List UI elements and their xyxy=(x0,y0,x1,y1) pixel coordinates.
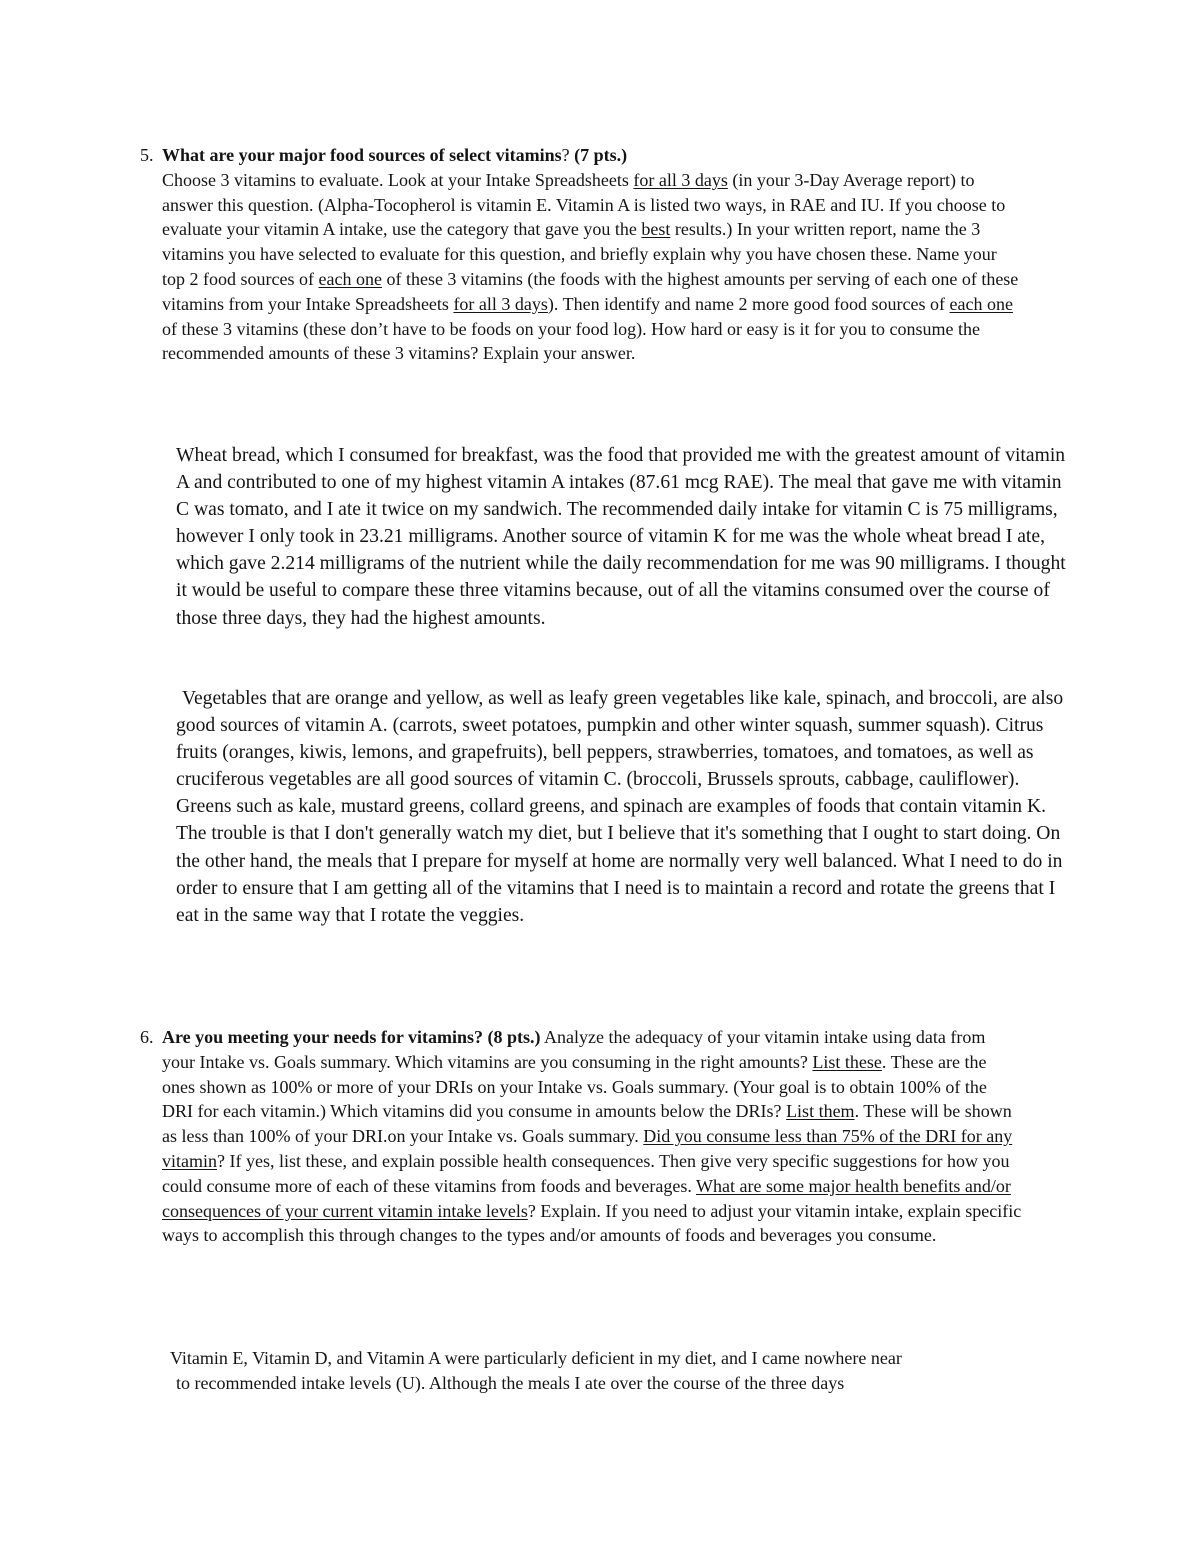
question-6-title: Are you meeting your needs for vitamins? (8 pts.) xyxy=(162,1027,541,1047)
answer-5-paragraph-2: Vegetables that are orange and yellow, as well as leafy green vegetables like kale, spinach, and broccoli, are also good sources of vitamin A. (carrots, sweet potatoes, pumpkin and other winter squash, summer squash). Citrus fruits (oranges, kiwis, lemons, and grapefruits), bell peppers, strawberries, tomatoes, and tomatoes, as well as cruciferous vegetables are all good sources of vitamin C. (broccoli, Brussels sprouts, cabbage, cauliflower). Greens such as kale, mustard greens, collard greens, and spinach are examples of foods that contain vitamin K. The trouble is that I don't generally watch my diet, but I believe that it's something that I ought to start doing. On the other hand, the meals that I prepare for myself at home are normally very well balanced. What I need to do in order to ensure that I am getting all of the vitamins that I need is to maintain a record and rotate the greens that I eat in the same way that I rotate the veggies. xyxy=(176,688,1064,926)
answer-6-paragraph-1 xyxy=(170,1346,1070,1396)
question-5-points: (7 pts.) xyxy=(574,145,628,165)
question-5-text: What are your major food sources of select vitamins? (7 pts.) Choose 3 vitamins to evaluate. Look at your Intake Spreadsheets for all 3 days (in your 3-Day Average report) to answer this question. (Alpha-Tocopherol is vitamin E. Vitamin A is listed two ways, in RAE and IU. If you choose to evaluate your vitamin A intake, use the category that gave you the best results.) In your written report, name the 3 vitamins you have selected to evaluate for this question, and briefly explain why you have chosen these. Name your top 2 food sources of each one of these 3 vitamins (the foods with the highest amounts per serving of each one of these vitamins from your Intake Spreadsheets for all 3 days). Then identify and name 2 more good food sources of each one of these 3 vitamins (these don’t have to be foods on your food log). How hard or easy is it for you to consume the recommended amounts of these 3 vitamins? Explain your answer. xyxy=(162,145,1019,364)
question-6-text: Are you meeting your needs for vitamins? (8 pts.) Analyze the adequacy of your vitamin intake using data from your Intake vs. Goals summary. Which vitamins are you consuming in the right amounts? List these. These are the ones shown as 100% or more of your DRIs on your Intake vs. Goals summary. (Your goal is to obtain 100% of the DRI for each vitamin.) Which vitamins did you consume in amounts below the DRIs? List them. These will be shown as less than 100% of your DRI.on your Intake vs. Goals summary. Did you consume less than 75% of the DRI for any vitamin? If yes, list these, and explain possible health consequences. Then give very specific suggestions for how you could consume more of each of these vitamins from foods and beverages. What are some major health benefits and/or consequences of your current vitamin intake levels? Explain. If you need to adjust your vitamin intake, explain specific ways to accomplish this through changes to the types and/or amounts of foods and beverages you consume. xyxy=(162,1027,1022,1246)
question-5-title: What are your major food sources of select vitamins xyxy=(162,145,562,165)
question-5-number: 5. xyxy=(140,145,154,165)
answer-5-paragraph-1: Wheat bread, which I consumed for breakfast, was the food that provided me with the greatest amount of vitamin A and contributed to one of my highest vitamin A intakes (87.61 mcg RAE). The meal that gave me with vitamin C was tomato, and I ate it twice on my sandwich. The recommended daily intake for vitamin C is 75 milligrams, however I only took in 23.21 milligrams. Another source of vitamin K for me was the whole wheat bread I ate, which gave 2.214 milligrams of the nutrient while the daily recommendation for me was 90 milligrams. I thought it would be useful to compare these three vitamins because, out of all the vitamins consumed over the course of those three days, they had the highest amounts. xyxy=(176,445,1066,629)
answer-6-line-1: Vitamin E, Vitamin D, and Vitamin A were particularly deficient in my diet, and I came nowhere near xyxy=(170,1348,902,1368)
answer-6-line-2: to recommended intake levels (U). Although the meals I ate over the course of the three days xyxy=(176,1372,845,1393)
question-6-number: 6. xyxy=(140,1027,154,1047)
